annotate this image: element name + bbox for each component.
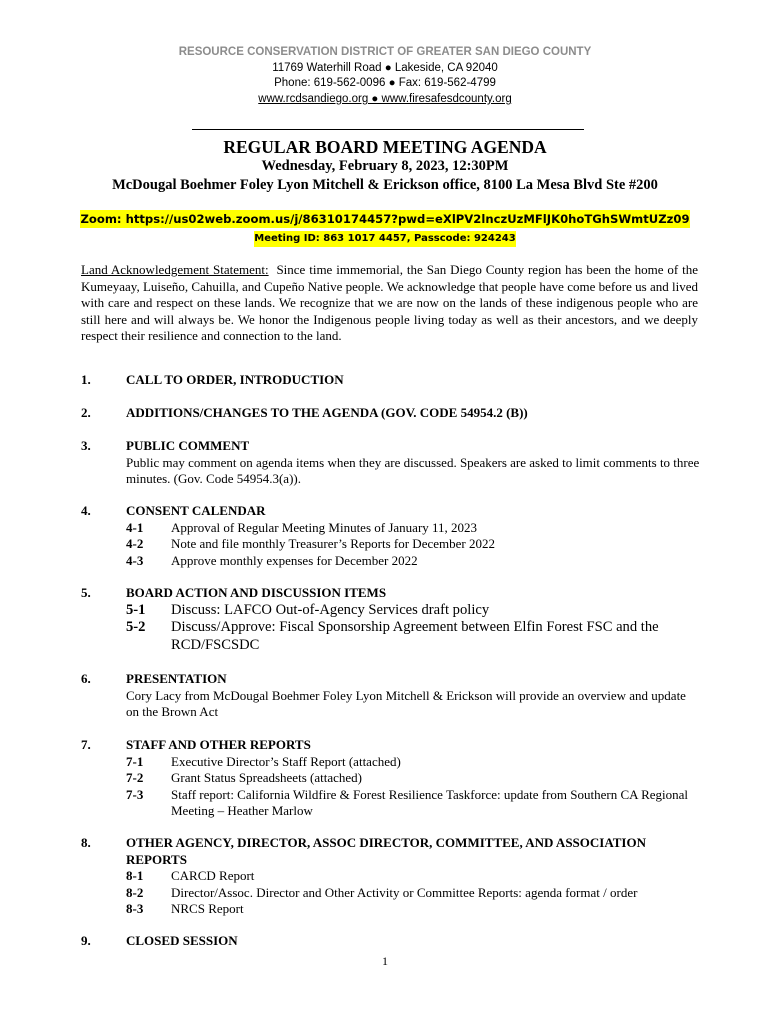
organization-phone: Phone: 619-562-0096 ● Fax: 619-562-4799 [274,77,496,89]
sub-item-number: 4-1 [126,519,144,535]
sub-item-text: Director/Assoc. Director and Other Activity or Committee Reports: agenda format / order [171,884,638,900]
sub-item-number: 8-3 [126,901,144,917]
sub-item-7-1 [126,754,701,771]
sub-item-text: Grant Status Spreadsheets (attached) [171,770,362,786]
meeting-id: Meeting ID: 863 1017 4457, Passcode: 924243 [254,231,515,247]
sub-item-8-1 [126,868,701,885]
sub-item-4-3 [126,553,701,570]
zoom-link-line [0,210,770,228]
sub-item-text: Executive Director’s Staff Report (attached) [171,753,401,769]
sub-item-number: 4-2 [126,536,144,552]
item-title: CLOSED SESSION [126,933,238,948]
land-acknowledgement-label: Land Acknowledgement Statement: [81,262,269,277]
item-number: 4. [81,503,91,518]
land-acknowledgement-text: Since time immemorial, the San Diego County region has been the home of the Kumeyaay, Luiseño, Cahuilla, and Cupeño Native people. We acknowledge that people have come before us and lived with care and respect on these lands. We recognize that we are now on the lands of these indigenous people who are still here and will always be. We honor the Indigenous people living today as well as their ancestors, and we deeply respect their resilience and connection to the land. [81,262,698,344]
item-number: 6. [81,671,91,686]
item-title: CONSENT CALENDAR [126,503,266,518]
sub-item-number: 8-2 [126,884,144,900]
item-number: 2. [81,405,91,420]
sub-item-text: CARCD Report [171,868,255,884]
sub-item-5-1 [126,602,701,620]
item-number: 5. [81,585,91,600]
item-number: 7. [81,737,91,752]
sub-item-8-3 [126,901,701,918]
sub-item-4-1 [126,520,701,537]
sub-item-5-2 [126,619,701,654]
item-number: 1. [81,372,91,387]
sub-item-number: 4-3 [126,552,144,568]
sub-item-text: Discuss: LAFCO Out-of-Agency Services draft policy [171,601,490,618]
sub-item-text: Note and file monthly Treasurer’s Reports for December 2022 [171,536,495,552]
item-title: BOARD ACTION AND DISCUSSION ITEMS [126,585,387,600]
item-title: OTHER AGENCY, DIRECTOR, ASSOC DIRECTOR, COMMITTEE, AND ASSOCIATION REPORTS [126,835,646,867]
item-number: 8. [81,835,91,850]
sub-item-text: Approval of Regular Meeting Minutes of January 11, 2023 [171,519,478,535]
land-acknowledgement [81,262,698,345]
item-description: Cory Lacy from McDougal Boehmer Foley Lyon Mitchell & Erickson will provide an overview and update on the Brown Act [126,687,686,720]
item-number: 3. [81,438,91,453]
sub-item-number: 5-2 [126,619,146,636]
sub-item-4-2 [126,536,701,553]
sub-item-7-3 [126,787,701,820]
meeting-id-line [0,231,770,247]
organization-websites[interactable]: www.rcdsandiego.org ● www.firesafesdcounty.org [258,93,512,105]
item-title: PRESENTATION [126,671,227,686]
item-title: STAFF AND OTHER REPORTS [126,737,311,752]
organization-address: 11769 Waterhill Road ● Lakeside, CA 92040 [272,62,498,74]
item-number: 9. [81,933,91,948]
organization-name: RESOURCE CONSERVATION DISTRICT OF GREATER SAN DIEGO COUNTY [178,46,592,58]
meeting-location: McDougal Boehmer Foley Lyon Mitchell & Erickson office, 8100 La Mesa Blvd Ste #200 [112,177,658,193]
sub-item-number: 5-1 [126,601,146,618]
page-number: 1 [382,954,388,968]
sub-item-number: 8-1 [126,868,144,884]
sub-item-text: Discuss/Approve: Fiscal Sponsorship Agreement between Elfin Forest FSC and the RCD/FSCSDC [171,619,659,653]
sub-item-7-2 [126,770,701,787]
item-title: PUBLIC COMMENT [126,438,250,453]
sub-item-text: Approve monthly expenses for December 2022 [171,552,418,568]
sub-item-number: 7-2 [126,770,144,786]
item-description: Public may comment on agenda items when they are discussed. Speakers are asked to limit comments to three minutes. (Gov. Code 54954.3(a)). [126,454,700,487]
zoom-link[interactable]: Zoom: https://us02web.zoom.us/j/86310174457?pwd=eXlPV2lnczUzMFlJK0hoTGhSWmtUZz09 [80,212,690,226]
sub-item-8-2 [126,885,701,902]
sub-item-number: 7-3 [126,786,144,802]
meeting-date: Wednesday, February 8, 2023, 12:30PM [261,158,509,174]
sub-item-number: 7-1 [126,753,144,769]
sub-item-text: NRCS Report [171,901,244,917]
sub-item-text: Staff report: California Wildfire & Forest Resilience Taskforce: update from Southern CA Regional Meeting – Heather Marlow [171,786,689,819]
item-title: ADDITIONS/CHANGES TO THE AGENDA (GOV. CODE 54954.2 (B)) [126,405,528,420]
item-title: CALL TO ORDER, INTRODUCTION [126,372,344,387]
header-divider [192,129,584,130]
agenda-title: REGULAR BOARD MEETING AGENDA [223,137,547,157]
